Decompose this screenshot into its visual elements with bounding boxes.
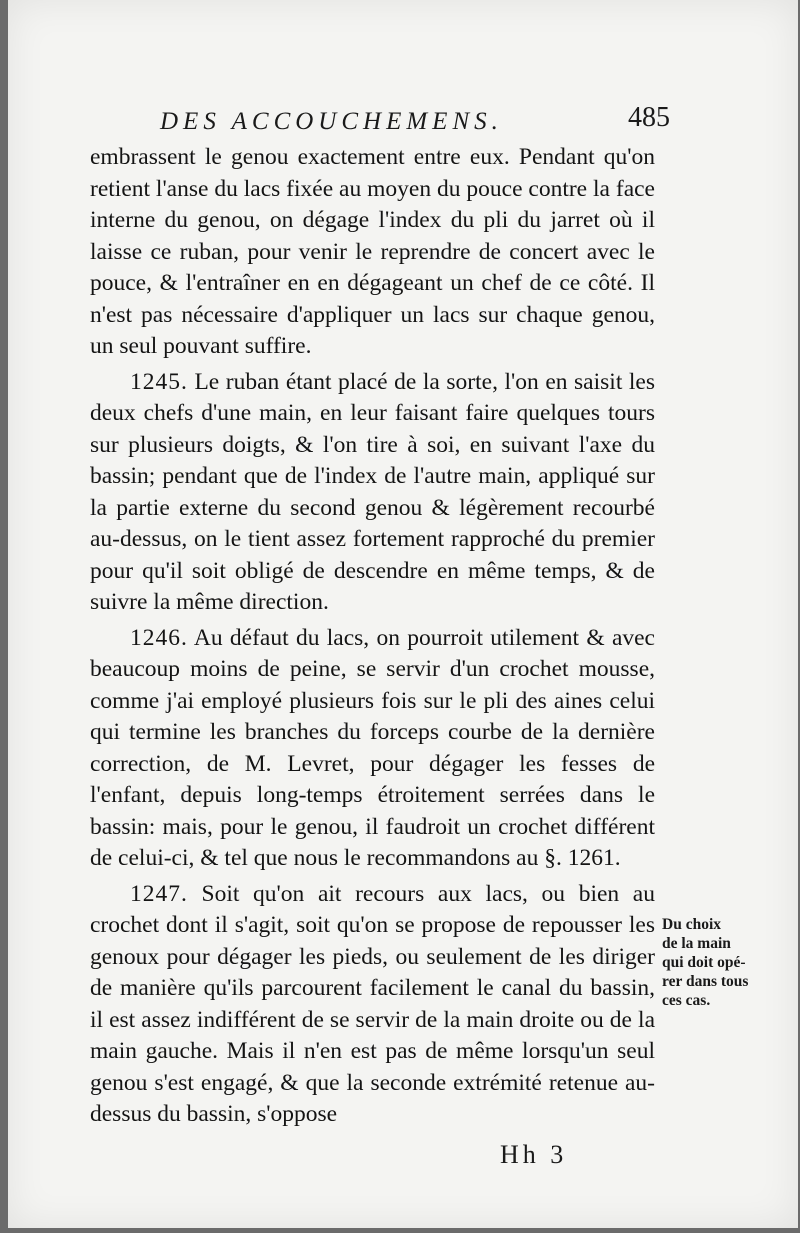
paragraph-text: Soit qu'on ait recours aux lacs, ou bien au crochet dont il s'agit, soit qu'on se propose de repousser les genoux pour dégager les pieds, ou seulement de les diriger de manière qu'ils parcourent facilement le canal du bassin, il est assez indifférent de se servir de la main droite ou de la main gauche. Mais il n'en est pas de même lorsqu'un seul genou s'est engagé, & que la seconde extrémité retenue au-dessus du bassin, s'oppose [90,880,655,1127]
paragraph-text: Au défaut du lacs, on pourroit utilement & avec beaucoup moins de peine, se servir d'un crochet mousse, comme j'ai employé plusieurs fois sur le pli des aines celui qui termine les branches du forceps courbe de la dernière correction, de M. Levret, pour dégager les fesses de l'enfant, depuis long-temps étroitement serrées dans le bassin: mais, pour le genou, il faudroit un crochet différent de celui-ci, & tel que nous le recommandons au §. 1261. [90,624,655,871]
paragraph-1246 [90,623,655,875]
body-text [90,142,655,1131]
paragraph-text: embrassent le genou exactement entre eux. Pendant qu'on retient l'anse du lacs fixée au moyen du pouce contre la face interne du genou, on dégage l'index du pli du jarret où il laisse ce ruban, pour venir le reprendre de concert avec le pouce, & l'entraîner en en dégageant un chef de ce côté. Il n'est pas nécessaire d'appliquer un lacs sur chaque genou, un seul pouvant suffire. [90,144,655,359]
paragraph-number: 1245. [130,368,188,395]
paragraph-text: Le ruban étant placé de la sorte, l'on en saisit les deux chefs d'une main, en leur faisant faire quelques tours sur plusieurs doigts, & l'on tire à soi, en suivant l'axe du bassin; pendant que de l'index de l'autre main, appliqué sur la partie externe du second genou & légèrement recourbé au-dessus, on le tient assez fortement rapproché du premier pour qu'il soit obligé de descendre en même temps, & de suivre la même direction. [90,368,656,615]
margin-note-line: ces cas. [662,992,711,1009]
margin-note-line: rer dans tous [662,973,749,990]
page-header [160,102,670,142]
paragraph-number: 1246. [130,624,188,651]
margin-note-line: Du choix [662,916,721,933]
paragraph-1245 [90,367,655,619]
signature-mark: Hh 3 [500,1140,568,1169]
paragraph-number: 1247. [130,880,188,907]
margin-note-line: de la main [662,935,731,952]
paragraph-1247 [90,879,655,1131]
page-number: 485 [628,102,670,133]
margin-note-line: qui doit opé- [662,954,746,971]
margin-note [662,915,774,1010]
running-head: DES ACCOUCHEMENS. [160,108,503,135]
paragraph-continuation [90,142,655,363]
